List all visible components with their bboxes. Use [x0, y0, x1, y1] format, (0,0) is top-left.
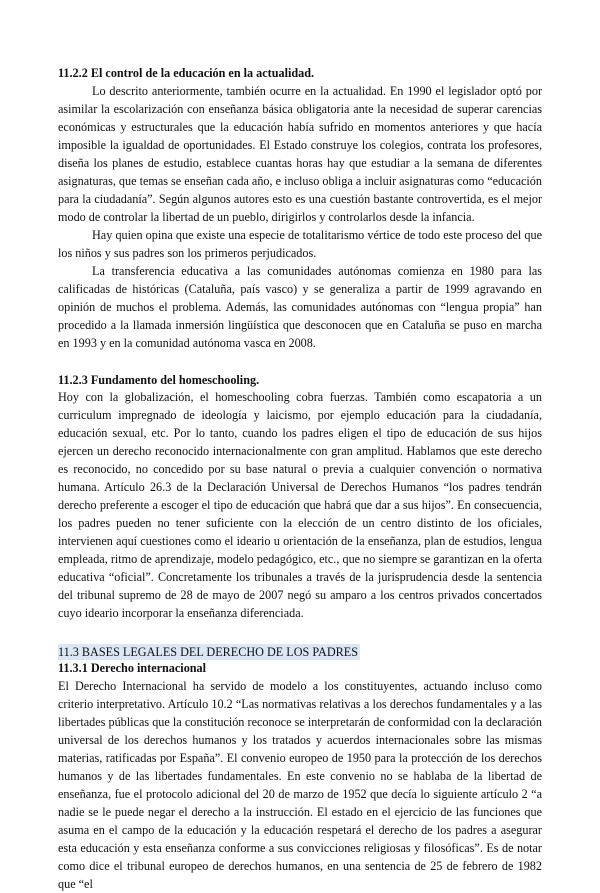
paragraph: El Derecho Internacional ha servido de modelo a los constituyentes, actuando incluso como criterio interpretativo. Artículo 10.2 “Las normativas relativas a los derechos fundamentales y a las libertades públicas que la constitución reconoce se interpretarán de conformidad con la declaración universal de los derechos humanos y los tratados y acuerdos internacionales sobre las mismas materias, ratificadas por España”. El convenio europeo de 1950 para la protección de los derechos humanos y de las libertades fundamentales. En este convenio no se hablaba de la libertad de enseñanza, fue el protocolo adicional del 20 de marzo de 1952 que decía lo siguiente artículo 2 “a nadie se le puede negar el derecho a la instrucción. El estado en el ejercicio de las funciones que asuma en el campo de la educación y la educación respetará el derecho de los padres a asegurar esta educación y esta enseñanza conforme a sus convicciones religiosas y filosóficas”. Es de notar como dice el tribunal europeo de derechos humanos, en una sentencia de 25 de febrero de 1982 que “el	[58, 678, 542, 891]
section-control-educacion	[58, 66, 542, 352]
section-bases-legales	[58, 643, 542, 893]
paragraph: Hoy con la globalización, el homeschooling cobra fuerzas. También como escapatoria a un curriculum impregnado de ideología y laicismo, por ejemplo educación para la ciudadanía, educación sexual, etc. Por lo tanto, cuando los padres eligen el tipo de educación de sus hijos ejercen un derecho reconocido internacionalmente con gran amplitud. Hablamos que este derecho es reconocido, no concedido por su base natural o previa a cualquier convención o normativa humana. Artículo 26.3 de la Declaración Universal de Derechos Humanos “los padres tendrán derecho preferente a escoger el tipo de educación que habrá que dar a sus hijos”. En consecuencia, los padres pueden no tener suficiente con la elección de un centro distinto de los oficiales, intervienen aquí cuestiones como el ideario u orientación de la enseñanza, plan de estudios, lengua empleada, ritmo de aprendizaje, modelo pedagógico, etc., que no siempre se garantizan en la oferta educativa “oficial”. Concretamente los tribunales a través de la jurisprudencia desde la sentencia del tribunal supremo de 28 de mayo de 2007 negó su amparo a los centros privados concertados cuyo ideario incorporar la enseñanza diferenciada.	[58, 390, 542, 620]
heading-11-3-1: 11.3.1 Derecho internacional	[58, 661, 207, 675]
paragraph: Hay quien opina que existe una especie de totalitarismo vértice de todo este proceso del que los niños y sus padres son los primeros perjudicados.	[58, 227, 542, 260]
heading-11-2-3: 11.2.3 Fundamento del homeschooling.	[58, 372, 260, 387]
heading-11-2-2: 11.2.2 El control de la educación en la actualidad.	[58, 66, 315, 80]
paragraph: Lo descrito anteriormente, también ocurre en la actualidad. En 1990 el legislador optó por asimilar la escolarización con enseñanza básica obligatoria ante la necesidad de superar carencias económicas y estructurales que la educación había sufrido en momentos anteriores y que hacía imposible la igualdad de oportunidades. El Estado construye los colegios, contrata los profesores, diseña los planes de estudio, establece cuantas horas hay que estudiar a la semana de diferentes asignaturas, que temas se enseñan cada año, e incluso obliga a incluir asignaturas como “educación para la ciudadanía”. Según algunos autores esto es una cuestión bastante controvertida, es el mejor modo de controlar la libertad de un pueblo, dirigirlos y controlarlos desde la infancia.	[58, 83, 542, 224]
section-title-11-3: 11.3 BASES LEGALES DEL DERECHO DE LOS PADRES	[58, 645, 358, 659]
paragraph: La transferencia educativa a las comunidades autónomas comienza en 1980 para las calificadas de históricas (Cataluña, país vasco) y se generaliza a partir de 1999 agravando en opinión de muchos el problema. Además, las comunidades autónomas con “lengua propia” han procedido a la llamada inmersión lingüística que desconocen que en Cataluña se puso en marcha en 1993 y en la comunidad autónoma vasca en 2008.	[58, 263, 542, 350]
section-fundamento-homeschooling	[58, 373, 542, 623]
